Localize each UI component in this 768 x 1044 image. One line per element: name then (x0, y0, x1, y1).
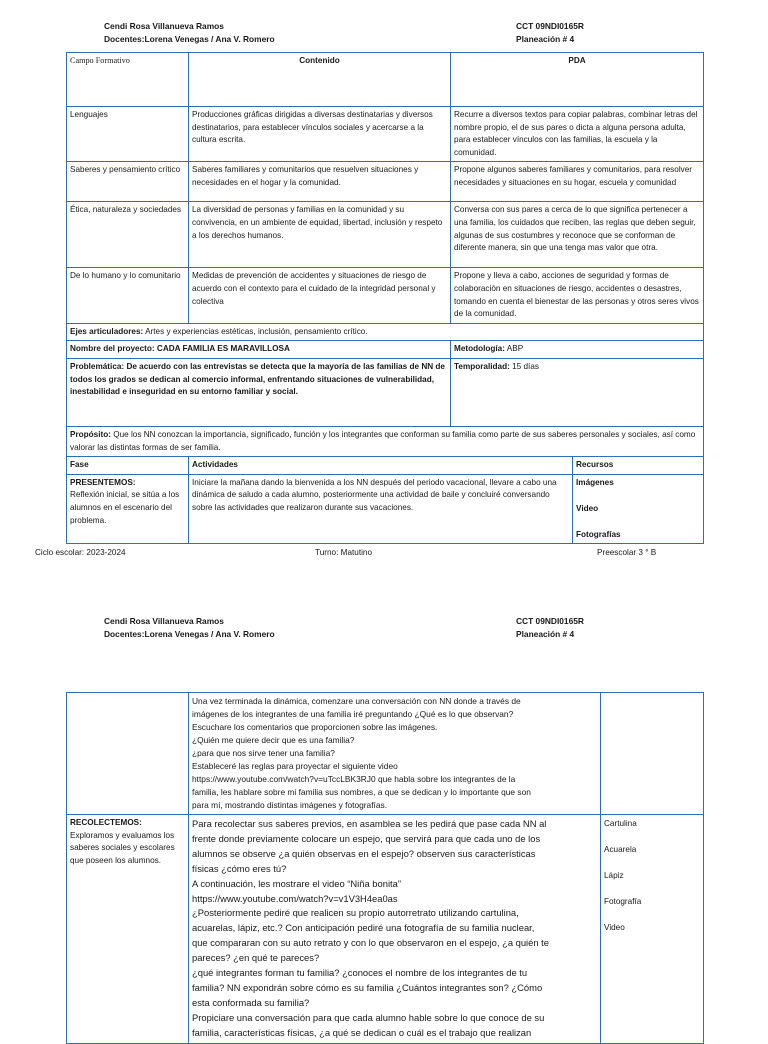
text-line: frente donde previamente colocare un espejo, que servirá para que cada uno de los (192, 832, 541, 844)
text-line: https://www.youtube.com/watch?v=uTccLBK3RJ0 que habla sobre los integrantes de la (192, 774, 516, 784)
text-line: ¿qué integrantes forman tu familia? ¿conoces el nombre de los integrantes de tu (192, 967, 528, 979)
fase-description: Reflexión inicial, se sitúa a los alumnos en el escenario del problema. (70, 490, 180, 525)
recurso-item: Fotografía (604, 897, 642, 906)
cct-code: CCT 09NDI0165R (516, 616, 584, 626)
contenido-cell: Medidas de prevención de accidentes y situaciones de riesgo de acuerdo con el contexto para el cuidado de la integridad personal y colectiva (189, 268, 451, 323)
planeacion-number: Planeación # 4 (516, 629, 575, 639)
fase-row-presentemos (67, 474, 704, 544)
fase-title: PRESENTEMOS: (70, 477, 136, 487)
temporalidad-value: 15 días (512, 361, 539, 371)
actividad-cell (189, 815, 601, 1044)
proyecto-label: Nombre del proyecto: (70, 344, 155, 354)
page2-header-right (516, 615, 584, 641)
teachers: Docentes:Lorena Venegas / Ana V. Romero (104, 34, 275, 44)
campo-cell: De lo humano y lo comunitario (67, 268, 189, 323)
proyecto-row (67, 341, 704, 359)
actividad-continuation-cell (189, 693, 601, 815)
campo-cell: Saberes y pensamiento crítico (67, 162, 189, 202)
temporalidad-label: Temporalidad: (454, 361, 510, 371)
recursos-cell-empty (601, 693, 704, 815)
proposito-label: Propósito: (70, 429, 111, 439)
contenido-cell: La diversidad de personas y familias en la comunidad y su convivencia, en un ambiente de equidad, libertad, inclusión y respeto a los derechos humanos. (189, 202, 451, 268)
fase-header-row (67, 457, 704, 475)
recursos-cell (601, 815, 704, 1044)
proyecto-value: CADA FAMILIA ES MARAVILLOSA (156, 344, 290, 354)
proyecto-cell (67, 341, 451, 359)
recursos-heading: Recursos (573, 457, 704, 475)
text-line: familia, características físicas, ¿a qué se dedican o cuál es el trabajo que realizan (192, 1026, 532, 1038)
text-line: pareces? ¿en qué te pareces? (192, 952, 320, 964)
contenido-heading: Contenido (189, 53, 451, 107)
text-line: Estableceré las reglas para proyectar el siguiente video (192, 761, 398, 771)
recurso-item: Lápiz (604, 871, 624, 880)
table-header-row (67, 53, 704, 107)
proposito-value: Que los NN conozcan la importancia, significado, función y los integrantes que conforman su familia como parte de sus saberes personales y sociales, así como valorar las distintas formas de ser familia. (70, 429, 696, 452)
actividades-heading: Actividades (189, 457, 573, 475)
text-line: Para recolectar sus saberes previos, en asamblea se les pedirá que pase cada NN al (192, 818, 547, 829)
text-line: ¿Quién me quiere decir que es una familia? (192, 735, 355, 745)
text-line: Una vez terminada la dinámica, comenzare una conversación con NN donde a través de (192, 696, 521, 706)
problematica-value: De acuerdo con las entrevistas se detecta que la mayoría de las familias de NN de todos los grados se dedican al comercio informal, enfrentando situaciones de vulnerabilidad, inestabilidad e inseguridad en su entorno familiar y social. (70, 361, 445, 397)
actividad-cell: Iniciare la mañana dando la bienvenida a los NN después del periodo vacacional, llevare a cabo una dinámica de saludo a cada alumno, posteriormente una actividad de baile y concluiré conversando sobre las actividades que realizaron durante sus vacaciones. (189, 474, 573, 544)
recurso-item: Fotografías (576, 529, 621, 539)
school-name: Cendi Rosa Villanueva Ramos (104, 616, 224, 626)
recurso-item: Acuarela (604, 845, 637, 854)
planeacion-number: Planeación # 4 (516, 34, 575, 44)
school-name: Cendi Rosa Villanueva Ramos (104, 21, 224, 31)
text-line: familia, les hablare sobre mi familia sus nombres, a que se dedican y lo importante que son (192, 787, 531, 797)
fase-cell-empty (67, 693, 189, 815)
problematica-label: Problemática: (70, 361, 125, 371)
pda-cell: Propone y lleva a cabo, acciones de seguridad y formas de colaboración en situaciones de riesgo, accidentes o desastres, tomando en cuenta el bienestar de las personas y otros seres vivos de la comunidad. (451, 268, 704, 323)
text-line: imágenes de los integrantes de una familia iré preguntando ¿Qué es lo que observan? (192, 709, 514, 719)
fase-cell (67, 815, 189, 1044)
metodologia-value: ABP (506, 344, 524, 354)
text-line: Propiciare una conversación para que cada alumno hable sobre lo que conoce de su (192, 1011, 545, 1023)
text-line: que compararan con su auto retrato y con lo que observaron en el espejo, ¿a quién te (192, 937, 549, 949)
ejes-value: Artes y experiencias estéticas, inclusión, pensamiento crítico. (145, 326, 368, 336)
fase-cell (67, 474, 189, 544)
recurso-item: Video (604, 923, 625, 932)
ejes-row (67, 323, 704, 341)
problematica-row (67, 358, 704, 426)
table-row (67, 107, 704, 162)
activities-table-continued (66, 692, 704, 1044)
text-line: https://www.youtube.com/watch?v=v1V3H4ea0as (192, 892, 398, 904)
proposito-row (67, 426, 704, 456)
pda-cell: Propone algunos saberes familiares y comunitarios, para resolver necesidades y situaciones en su hogar, escuela y comunidad (451, 162, 704, 202)
text-line: físicas ¿cómo eres tú? (192, 862, 287, 874)
continuation-row (67, 693, 704, 815)
table-row (67, 202, 704, 268)
table-row (67, 162, 704, 202)
pda-heading: PDA (451, 53, 704, 107)
fase-row-recolectemos (67, 815, 704, 1044)
footer-turno: Turno: Matutino (315, 548, 373, 557)
pda-cell: Conversa con sus pares a cerca de lo que significa pertenecer a una familia, los cuidados que reciben, las reglas que deben seguir, algunas de sus costumbres y reconoce que se conforman de diferente manera, sin que una tenga mas valor que otra. (451, 202, 704, 268)
campo-cell: Ética, naturaleza y sociedades (67, 202, 189, 268)
text-line: ¿Posteriormente pediré que realicen su propio autorretrato utilizando cartulina, (192, 907, 519, 919)
recursos-cell (573, 474, 704, 544)
ejes-label: Ejes articuladores: (70, 326, 144, 336)
campo-cell: Lenguajes (67, 107, 189, 162)
planning-table (66, 52, 704, 544)
page1-header-left (104, 20, 275, 46)
text-line: A continuación, les mostrare el video “Niña bonita” (192, 877, 401, 889)
ejes-cell (67, 323, 704, 341)
problematica-cell (67, 358, 451, 426)
fase-heading: Fase (67, 457, 189, 475)
text-line: acuarelas, lápiz, etc.? Con anticipación pediré una fotografía de su familia nuclear, (192, 922, 535, 934)
campo-heading: Campo Formativo (67, 53, 189, 107)
pda-cell: Recurre a diversos textos para copiar palabras, combinar letras del nombre propio, el de sus pares o dicta a alguna persona adulta, para establecer vínculos con las familias, la escuela y la comunidad. (451, 107, 704, 162)
contenido-cell: Producciones gráficas dirigidas a diversas destinatarias y diversos destinatarios, para establecer vínculos sociales y acercarse a la cultura escrita. (189, 107, 451, 162)
contenido-cell: Saberes familiares y comunitarios que resuelven situaciones y necesidades en el hogar y la comunidad. (189, 162, 451, 202)
temporalidad-cell (451, 358, 704, 426)
recurso-item: Cartulina (604, 819, 637, 828)
footer-ciclo: Ciclo escolar: 2023-2024 (35, 548, 126, 557)
metodologia-cell (451, 341, 704, 359)
footer-grupo: Preescolar 3 ° B (597, 548, 657, 557)
recurso-item: Video (576, 503, 599, 513)
text-line: familia? NN expondrán sobre cómo es su familia ¿Cuántos integrantes son? ¿Cómo (192, 981, 543, 993)
teachers: Docentes:Lorena Venegas / Ana V. Romero (104, 629, 275, 639)
text-line: ¿para que nos sirve tener una familia? (192, 748, 335, 758)
text-line: alumnos se observe ¿a quién observas en el espejo? observen sus características (192, 847, 536, 859)
fase-title: RECOLECTEMOS: (70, 818, 142, 827)
text-line: Escuchare los comentarios que proporcionen sobre las imágenes. (192, 722, 438, 732)
proposito-cell (67, 426, 704, 456)
recurso-item: Imágenes (576, 477, 614, 487)
page1-header-right (516, 20, 584, 46)
metodologia-label: Metodología: (454, 344, 505, 354)
text-line: esta conformada su familia? (192, 996, 310, 1008)
cct-code: CCT 09NDI0165R (516, 21, 584, 31)
text-line: para mí, mostrando distintas imágenes y fotografías. (192, 800, 388, 810)
table-row (67, 268, 704, 323)
page2-header-left (104, 615, 275, 641)
fase-description: Exploramos y evaluamos los saberes sociales y escolares que poseen los alumnos. (70, 830, 175, 865)
